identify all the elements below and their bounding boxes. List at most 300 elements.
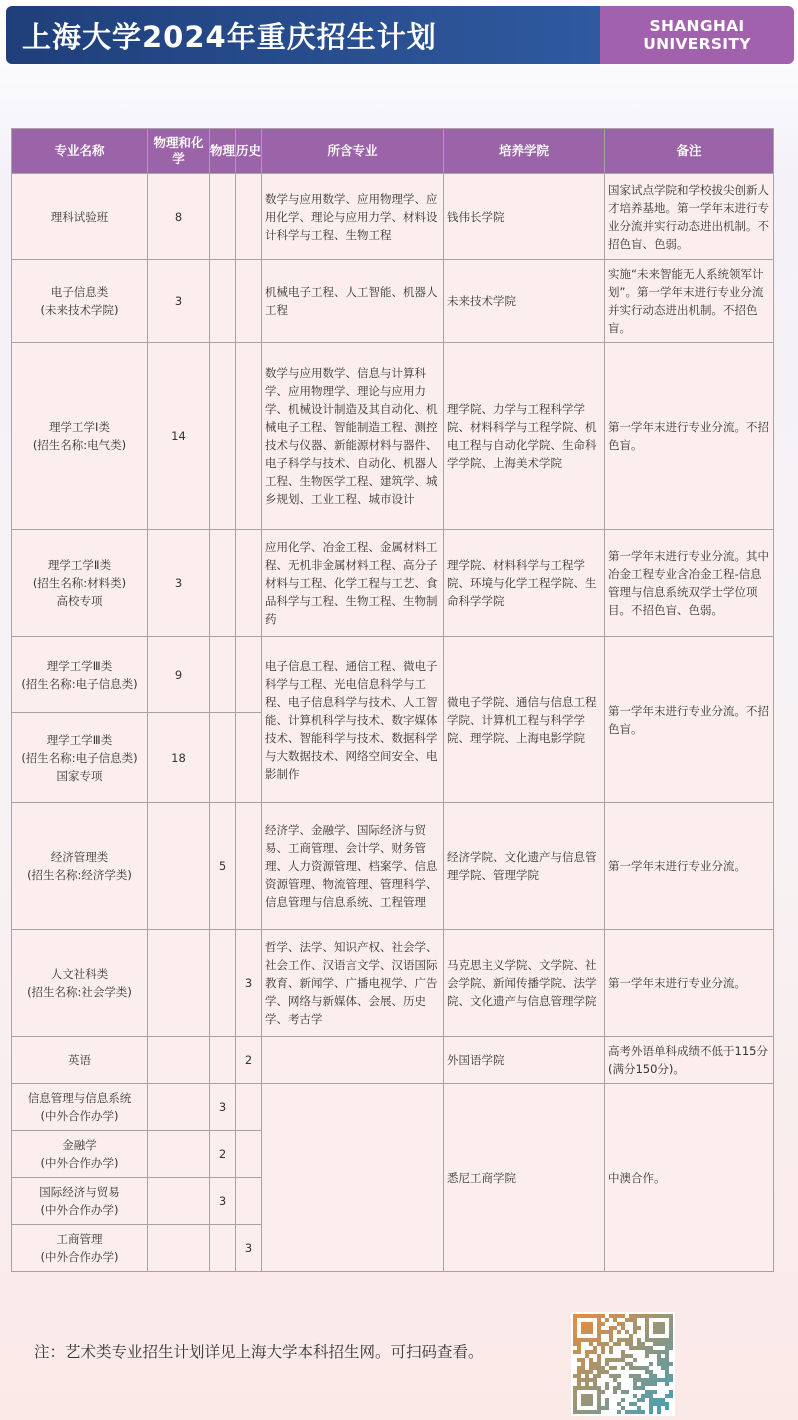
row-quota-history	[236, 530, 262, 637]
qr-module	[625, 1342, 629, 1346]
qr-module	[633, 1382, 637, 1386]
qr-module	[573, 1402, 577, 1406]
qr-module	[581, 1370, 585, 1374]
qr-module	[573, 1350, 577, 1354]
row-note: 高考外语单科成绩不低于115分(满分150分)。	[605, 1037, 774, 1084]
qr-module	[597, 1358, 601, 1362]
qr-module	[585, 1330, 589, 1334]
row-majors: 数学与应用数学、信息与计算科学、应用物理学、理论与应用力学、机械设计制造及其自动化、机械电子工程、智能制造工程、测控技术与仪器、新能源材料与器件、电子科学与技术、自动化、机器人工程、生物医学工程、建筑学、城乡规划、工业工程、城市设计	[262, 343, 444, 530]
qr-module	[637, 1406, 641, 1410]
qr-module	[621, 1354, 625, 1358]
row-note: 实施“未来智能无人系统领军计划”。第一学年末进行专业分流并实行动态进出机制。不招色盲。	[605, 260, 774, 343]
qr-module	[645, 1338, 649, 1342]
qr-module	[573, 1398, 577, 1402]
qr-module	[597, 1406, 601, 1410]
row-quota-physics: 2	[210, 1131, 236, 1178]
qr-module	[649, 1390, 653, 1394]
qr-module	[633, 1358, 637, 1362]
qr-module	[601, 1314, 605, 1318]
qr-module	[589, 1342, 593, 1346]
row-quota-history	[236, 1131, 262, 1178]
qr-module	[625, 1330, 629, 1334]
row-major-name: 信息管理与信息系统 (中外合作办学)	[12, 1084, 148, 1131]
qr-module	[577, 1410, 581, 1414]
row-quota-physics	[210, 1037, 236, 1084]
table-row	[12, 260, 774, 343]
row-quota-history	[236, 1178, 262, 1225]
row-college: 理学院、材料科学与工程学院、环境与化学工程学院、生命科学学院	[444, 530, 605, 637]
qr-module	[657, 1326, 661, 1330]
qr-module	[589, 1326, 593, 1330]
row-major-name: 电子信息类 (未来技术学院)	[12, 260, 148, 343]
qr-module	[661, 1338, 665, 1342]
row-college: 马克思主义学院、文学院、社会学院、新闻传播学院、法学院、文化遗产与信息管理学院	[444, 930, 605, 1037]
qr-module	[669, 1326, 673, 1330]
table-row	[12, 930, 774, 1037]
qr-module	[617, 1342, 621, 1346]
qr-module	[633, 1318, 637, 1322]
qr-module	[669, 1334, 673, 1338]
qr-module	[645, 1330, 649, 1334]
qr-module	[589, 1338, 593, 1342]
qr-module	[661, 1366, 665, 1370]
qr-module	[589, 1402, 593, 1406]
qr-module	[577, 1338, 581, 1342]
qr-module	[637, 1314, 641, 1318]
qr-module	[585, 1402, 589, 1406]
qr-module	[649, 1382, 653, 1386]
qr-module	[589, 1330, 593, 1334]
qr-module	[581, 1378, 585, 1382]
qr-module	[621, 1350, 625, 1354]
row-quota-physics	[210, 174, 236, 260]
row-major-name: 英语	[12, 1037, 148, 1084]
qr-code-image[interactable]	[573, 1314, 673, 1414]
row-college: 悉尼工商学院	[444, 1084, 605, 1272]
qr-module	[581, 1362, 585, 1366]
qr-module	[617, 1314, 621, 1318]
qr-module	[617, 1330, 621, 1334]
qr-module	[585, 1322, 589, 1326]
qr-module	[669, 1318, 673, 1322]
row-quota-physics-chemistry: 9	[148, 637, 210, 713]
qr-module	[633, 1394, 637, 1398]
qr-module	[657, 1330, 661, 1334]
row-note: 第一学年末进行专业分流。	[605, 803, 774, 930]
qr-module	[637, 1326, 641, 1330]
qr-module	[661, 1378, 665, 1382]
qr-module	[665, 1362, 669, 1366]
qr-module	[593, 1374, 597, 1378]
qr-module	[629, 1334, 633, 1338]
row-major-name: 工商管理 (中外合作办学)	[12, 1225, 148, 1272]
qr-module	[601, 1406, 605, 1410]
qr-module	[597, 1354, 601, 1358]
qr-module	[657, 1342, 661, 1346]
qr-module	[661, 1330, 665, 1334]
row-majors	[262, 1084, 444, 1272]
qr-module	[657, 1378, 661, 1382]
qr-module	[581, 1394, 585, 1398]
row-majors: 哲学、法学、知识产权、社会学、社会工作、汉语言文学、汉语国际教育、新闻学、广播电视学、广告学、网络与新媒体、会展、历史学、考古学	[262, 930, 444, 1037]
qr-module	[605, 1342, 609, 1346]
qr-module	[653, 1378, 657, 1382]
qr-module	[621, 1398, 625, 1402]
qr-module	[573, 1390, 577, 1394]
qr-module	[577, 1358, 581, 1362]
qr-module	[629, 1402, 633, 1406]
row-quota-physics	[210, 1225, 236, 1272]
qr-module	[573, 1326, 577, 1330]
qr-module	[661, 1398, 665, 1402]
row-quota-physics-chemistry	[148, 1225, 210, 1272]
qr-module	[605, 1358, 609, 1362]
qr-module	[645, 1326, 649, 1330]
row-quota-physics-chemistry	[148, 1084, 210, 1131]
qr-module	[581, 1326, 585, 1330]
brand-line-1: SHANGHAI	[649, 17, 745, 35]
qr-module	[641, 1410, 645, 1414]
qr-module	[665, 1314, 669, 1318]
qr-module	[605, 1330, 609, 1334]
brand-line-2: UNIVERSITY	[643, 35, 751, 53]
qr-module	[573, 1410, 577, 1414]
qr-module	[669, 1346, 673, 1350]
qr-module	[585, 1410, 589, 1414]
qr-module	[617, 1374, 621, 1378]
qr-module	[653, 1322, 657, 1326]
qr-module	[589, 1394, 593, 1398]
qr-module	[589, 1386, 593, 1390]
qr-module	[641, 1346, 645, 1350]
row-major-name: 理学工学Ⅱ类 (招生名称:材料类) 高校专项	[12, 530, 148, 637]
qr-module	[597, 1322, 601, 1326]
qr-module	[597, 1366, 601, 1370]
qr-module	[649, 1370, 653, 1374]
row-quota-physics-chemistry: 3	[148, 260, 210, 343]
qr-module	[621, 1314, 625, 1318]
qr-module	[629, 1354, 633, 1358]
row-quota-physics	[210, 260, 236, 343]
qr-module	[653, 1338, 657, 1342]
row-college: 钱伟长学院	[444, 174, 605, 260]
qr-module	[649, 1350, 653, 1354]
qr-module	[649, 1394, 653, 1398]
qr-module	[597, 1334, 601, 1338]
qr-module	[605, 1406, 609, 1410]
qr-module	[653, 1350, 657, 1354]
qr-module	[653, 1374, 657, 1378]
qr-module	[577, 1342, 581, 1346]
col-header-majors: 所含专业	[262, 129, 444, 174]
row-major-name: 理学工学Ⅲ类 (招生名称:电子信息类)	[12, 637, 148, 713]
table-row	[12, 637, 774, 713]
qr-module	[629, 1342, 633, 1346]
qr-module	[605, 1318, 609, 1322]
row-college: 理学院、力学与工程科学学院、材料科学与工程学院、机电工程与自动化学院、生命科学学院、上海美术学院	[444, 343, 605, 530]
qr-module	[573, 1386, 577, 1390]
qr-module	[669, 1362, 673, 1366]
qr-module	[613, 1342, 617, 1346]
col-header-note: 备注	[605, 129, 774, 174]
qr-module	[669, 1374, 673, 1378]
qr-module	[581, 1402, 585, 1406]
qr-module	[665, 1378, 669, 1382]
qr-module	[621, 1338, 625, 1342]
row-note: 第一学年末进行专业分流。其中冶金工程专业含冶金工程-信息管理与信息系统双学士学位项目。不招色盲、色弱。	[605, 530, 774, 637]
qr-module	[641, 1394, 645, 1398]
row-college: 未来技术学院	[444, 260, 605, 343]
qr-module	[661, 1326, 665, 1330]
qr-module	[621, 1390, 625, 1394]
qr-module	[641, 1366, 645, 1370]
qr-module	[597, 1330, 601, 1334]
row-quota-history	[236, 803, 262, 930]
row-quota-physics	[210, 343, 236, 530]
qr-module	[593, 1314, 597, 1318]
row-quota-physics	[210, 530, 236, 637]
qr-module	[629, 1314, 633, 1318]
qr-module	[581, 1322, 585, 1326]
qr-module	[609, 1346, 613, 1350]
row-quota-history	[236, 1084, 262, 1131]
row-quota-history	[236, 713, 262, 803]
table-body	[12, 174, 774, 1272]
qr-module	[577, 1314, 581, 1318]
table-row	[12, 1037, 774, 1084]
qr-module	[613, 1386, 617, 1390]
qr-module	[657, 1398, 661, 1402]
qr-module	[589, 1322, 593, 1326]
qr-code[interactable]	[571, 1312, 675, 1416]
qr-module	[577, 1382, 581, 1386]
qr-module	[573, 1342, 577, 1346]
row-quota-physics-chemistry: 18	[148, 713, 210, 803]
qr-module	[653, 1326, 657, 1330]
col-header-college: 培养学院	[444, 129, 605, 174]
banner-title-block	[6, 6, 600, 64]
qr-module	[633, 1386, 637, 1390]
qr-module	[581, 1314, 585, 1318]
row-quota-physics	[210, 637, 236, 713]
qr-module	[585, 1314, 589, 1318]
qr-module	[625, 1354, 629, 1358]
qr-module	[581, 1366, 585, 1370]
qr-module	[589, 1378, 593, 1382]
qr-module	[621, 1366, 625, 1370]
qr-module	[573, 1338, 577, 1342]
qr-module	[593, 1350, 597, 1354]
qr-module	[649, 1406, 653, 1410]
qr-module	[613, 1358, 617, 1362]
qr-module	[669, 1390, 673, 1394]
qr-module	[597, 1398, 601, 1402]
qr-module	[609, 1366, 613, 1370]
qr-module	[637, 1366, 641, 1370]
qr-module	[577, 1366, 581, 1370]
qr-module	[649, 1374, 653, 1378]
qr-module	[661, 1358, 665, 1362]
qr-module	[649, 1410, 653, 1414]
qr-module	[581, 1386, 585, 1390]
qr-module	[573, 1314, 577, 1318]
qr-module	[625, 1338, 629, 1342]
qr-module	[641, 1314, 645, 1318]
qr-module	[645, 1366, 649, 1370]
row-quota-physics-chemistry	[148, 930, 210, 1037]
qr-module	[585, 1374, 589, 1378]
row-quota-physics-chemistry	[148, 803, 210, 930]
qr-module	[657, 1354, 661, 1358]
qr-module	[665, 1338, 669, 1342]
page-title: 上海大学2024年重庆招生计划	[22, 19, 437, 54]
qr-module	[601, 1390, 605, 1394]
table-row	[12, 1084, 774, 1131]
qr-module	[669, 1330, 673, 1334]
qr-module	[597, 1370, 601, 1374]
table-header-row	[12, 129, 774, 174]
university-logo-text	[600, 6, 794, 64]
qr-module	[597, 1386, 601, 1390]
title-banner	[6, 6, 794, 64]
qr-module	[657, 1362, 661, 1366]
qr-module	[605, 1382, 609, 1386]
qr-module	[601, 1342, 605, 1346]
qr-module	[657, 1410, 661, 1414]
qr-module	[577, 1346, 581, 1350]
qr-module	[577, 1374, 581, 1378]
qr-module	[601, 1366, 605, 1370]
row-majors	[262, 1037, 444, 1084]
qr-module	[661, 1342, 665, 1346]
qr-module	[613, 1366, 617, 1370]
qr-module	[605, 1402, 609, 1406]
row-college: 微电子学院、通信与信息工程学院、计算机工程与科学学院、理学院、上海电影学院	[444, 637, 605, 803]
qr-module	[605, 1362, 609, 1366]
qr-module	[653, 1390, 657, 1394]
row-majors: 机械电子工程、人工智能、机器人工程	[262, 260, 444, 343]
qr-module	[633, 1322, 637, 1326]
qr-module	[617, 1322, 621, 1326]
qr-module	[585, 1370, 589, 1374]
qr-module	[661, 1362, 665, 1366]
qr-module	[661, 1322, 665, 1326]
qr-module	[573, 1334, 577, 1338]
qr-module	[665, 1354, 669, 1358]
qr-module	[637, 1342, 641, 1346]
qr-module	[613, 1374, 617, 1378]
qr-module	[593, 1366, 597, 1370]
qr-module	[597, 1410, 601, 1414]
qr-module	[613, 1390, 617, 1394]
qr-module	[577, 1370, 581, 1374]
qr-module	[617, 1382, 621, 1386]
qr-module	[577, 1350, 581, 1354]
row-quota-history	[236, 174, 262, 260]
qr-module	[645, 1346, 649, 1350]
qr-module	[641, 1382, 645, 1386]
qr-module	[665, 1370, 669, 1374]
qr-module	[669, 1394, 673, 1398]
qr-module	[617, 1358, 621, 1362]
qr-module	[605, 1398, 609, 1402]
qr-module	[657, 1358, 661, 1362]
qr-module	[633, 1314, 637, 1318]
qr-module	[593, 1386, 597, 1390]
qr-module	[609, 1350, 613, 1354]
qr-module	[657, 1322, 661, 1326]
col-header-physics: 物理	[210, 129, 236, 174]
qr-module	[665, 1402, 669, 1406]
qr-module	[573, 1330, 577, 1334]
qr-module	[577, 1386, 581, 1390]
qr-module	[665, 1382, 669, 1386]
qr-module	[597, 1374, 601, 1378]
qr-module	[641, 1378, 645, 1382]
row-note: 第一学年末进行专业分流。不招色盲。	[605, 343, 774, 530]
qr-module	[573, 1394, 577, 1398]
qr-module	[621, 1358, 625, 1362]
table-row	[12, 343, 774, 530]
qr-module	[573, 1374, 577, 1378]
qr-module	[589, 1398, 593, 1402]
qr-module	[589, 1314, 593, 1318]
qr-module	[629, 1366, 633, 1370]
qr-module	[633, 1366, 637, 1370]
qr-module	[649, 1402, 653, 1406]
qr-module	[621, 1406, 625, 1410]
qr-module	[645, 1350, 649, 1354]
row-major-name: 人文社科类 (招生名称:社会学类)	[12, 930, 148, 1037]
qr-module	[625, 1318, 629, 1322]
qr-module	[665, 1342, 669, 1346]
qr-module	[613, 1318, 617, 1322]
row-major-name: 理学工学Ⅲ类 (招生名称:电子信息类) 国家专项	[12, 713, 148, 803]
qr-module	[589, 1362, 593, 1366]
qr-module	[649, 1346, 653, 1350]
qr-module	[633, 1402, 637, 1406]
row-quota-history	[236, 260, 262, 343]
qr-module	[581, 1398, 585, 1402]
qr-module	[653, 1342, 657, 1346]
qr-module	[645, 1314, 649, 1318]
qr-module	[589, 1366, 593, 1370]
row-quota-physics	[210, 930, 236, 1037]
qr-module	[577, 1378, 581, 1382]
qr-module	[601, 1346, 605, 1350]
qr-module	[669, 1342, 673, 1346]
qr-module	[633, 1410, 637, 1414]
qr-module	[585, 1386, 589, 1390]
qr-module	[637, 1398, 641, 1402]
qr-module	[589, 1350, 593, 1354]
row-note: 国家试点学院和学校拔尖创新人才培养基地。第一学年末进行专业分流并实行动态进出机制。不招色盲、色弱。	[605, 174, 774, 260]
qr-module	[653, 1398, 657, 1402]
qr-module	[665, 1366, 669, 1370]
qr-module	[665, 1358, 669, 1362]
qr-module	[637, 1410, 641, 1414]
qr-module	[625, 1410, 629, 1414]
row-quota-physics: 3	[210, 1178, 236, 1225]
qr-module	[585, 1394, 589, 1398]
col-header-name: 专业名称	[12, 129, 148, 174]
row-college: 经济学院、文化遗产与信息管理学院、管理学院	[444, 803, 605, 930]
qr-module	[629, 1374, 633, 1378]
qr-module	[589, 1410, 593, 1414]
qr-module	[669, 1314, 673, 1318]
qr-module	[657, 1338, 661, 1342]
qr-module	[585, 1354, 589, 1358]
